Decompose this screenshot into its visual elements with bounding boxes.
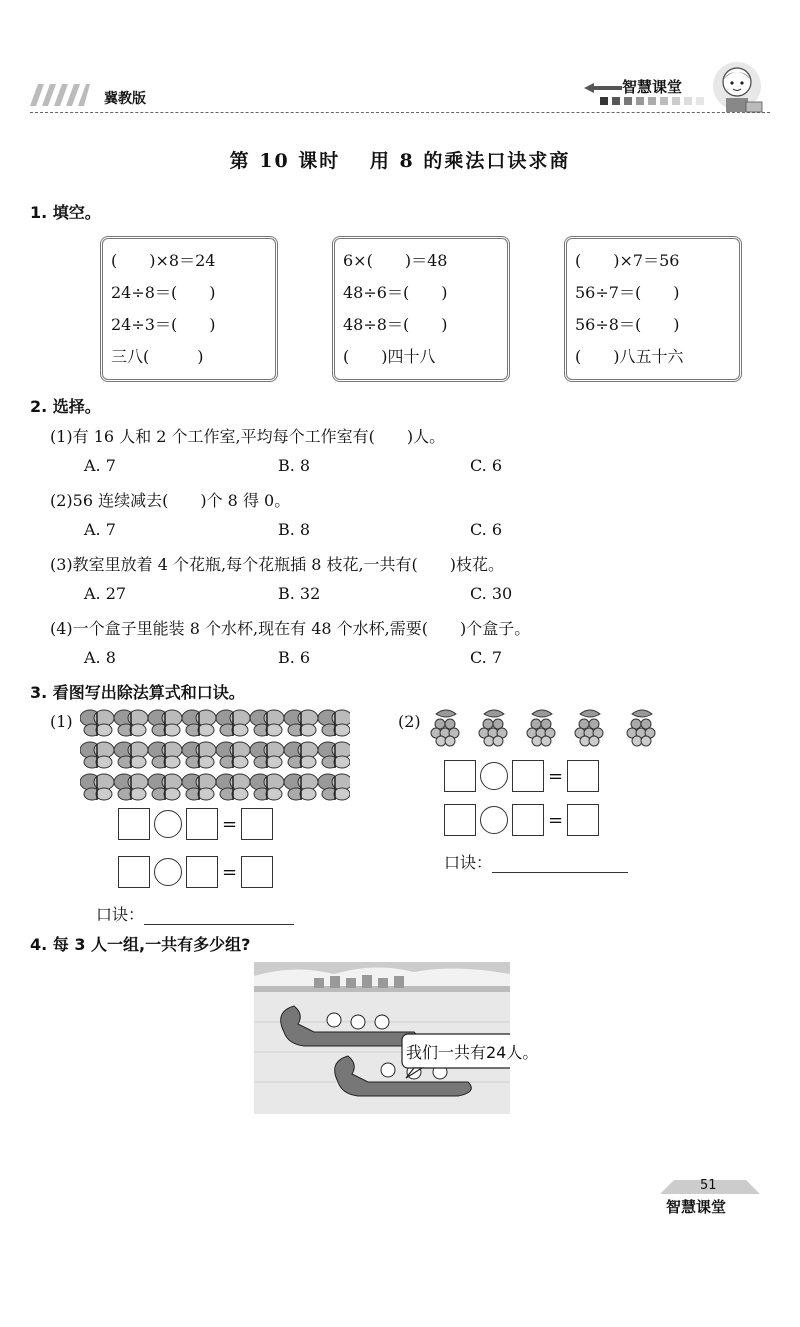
koujue-answer-line[interactable] [144,906,294,925]
answer-box[interactable] [186,856,218,888]
q2-item-3-stem: (3)教室里放着 4 个花瓶,每个花瓶插 8 枝花,一共有( )枝花。 [50,555,505,574]
q2-item-2-option-c[interactable]: C. 6 [470,520,503,539]
q1-box-1-line: ( )×8＝24 [111,251,216,270]
answer-box[interactable] [241,808,273,840]
q1-box-2-line: 48÷6＝( ) [343,283,448,302]
answer-box[interactable] [512,760,544,792]
q3-1-koujue [96,902,294,925]
q2-item-3-option-c[interactable]: C. 30 [470,584,513,603]
butterflies-icon [80,708,350,806]
q2-item-4-option-c[interactable]: C. 7 [470,648,503,667]
q2-item-4-option-a[interactable]: A. 8 [84,648,116,667]
header-brand: 智慧课堂 [622,78,683,96]
q2-item-1-option-b[interactable]: B. 8 [278,456,311,475]
q1-heading: 1. 填空。 [30,203,101,222]
lesson-title: 第 10 课时 用 8 的乘法口诀求商 [229,150,571,172]
edition-label: 冀教版 [104,91,146,107]
q1-box-3-line: ( )×7＝56 [575,251,680,270]
q2-item-4-stem: (4)一个盒子里能装 8 个水杯,现在有 48 个水杯,需要( )个盒子。 [50,619,531,638]
operator-circle[interactable] [480,762,508,790]
q3-part-2-label: (2) [398,712,421,731]
q2-item-2-option-b[interactable]: B. 8 [278,520,311,539]
header-divider [30,112,770,113]
q3-2-equation-row-1 [444,760,599,792]
equals-sign: = [548,809,564,831]
q1-box-3-line: 56÷8＝( ) [575,315,680,334]
q2-item-1-stem: (1)有 16 人和 2 个工作室,平均每个工作室有( )人。 [50,427,446,446]
q3-part-1-label: (1) [50,712,73,731]
q1-box-2-line: ( )四十八 [343,347,436,366]
q1-box-1 [100,236,278,382]
page-number: 51 [700,1178,717,1193]
q2-item-2-stem: (2)56 连续减去( )个 8 得 0。 [50,491,291,510]
q2-heading: 2. 选择。 [30,397,101,416]
equals-sign: = [548,765,564,787]
equals-sign: = [222,813,238,835]
koujue-label: 口诀： [444,853,493,872]
q2-item-2-option-a[interactable]: A. 7 [84,520,116,539]
q2-item-3-option-b[interactable]: B. 32 [278,584,321,603]
answer-box[interactable] [118,856,150,888]
operator-circle[interactable] [154,810,182,838]
squares-decoration [600,96,710,106]
answer-box[interactable] [118,808,150,840]
koujue-label: 口诀： [96,905,145,924]
q3-1-equation-row-2 [118,856,273,888]
q1-box-1-line: 24÷8＝( ) [111,283,216,302]
footer-brand: 智慧课堂 [666,1198,727,1216]
operator-circle[interactable] [480,806,508,834]
answer-box[interactable] [512,804,544,836]
q3-2-equation-row-2 [444,804,599,836]
koujue-answer-line[interactable] [492,854,628,873]
q3-2-koujue [444,850,628,873]
answer-box[interactable] [241,856,273,888]
q2-item-3-option-a[interactable]: A. 27 [84,584,127,603]
q1-box-2 [332,236,510,382]
answer-box[interactable] [444,804,476,836]
q1-box-1-line: 24÷3＝( ) [111,315,216,334]
q2-item-4-option-b[interactable]: B. 6 [278,648,311,667]
dragon-boat-illustration [254,962,510,1114]
q1-box-2-line: 48÷8＝( ) [343,315,448,334]
q1-box-3-line: ( )八五十六 [575,347,684,366]
q1-box-3-line: 56÷7＝( ) [575,283,680,302]
answer-box[interactable] [567,760,599,792]
equals-sign: = [222,861,238,883]
girl-mascot-icon [706,60,768,118]
answer-box[interactable] [444,760,476,792]
answer-box[interactable] [567,804,599,836]
grapes-icon [430,706,662,748]
q3-heading: 3. 看图写出除法算式和口诀。 [30,683,245,702]
q2-item-1-option-c[interactable]: C. 6 [470,456,503,475]
q1-box-1-line: 三八( ) [111,347,204,366]
q1-box-2-line: 6×( )＝48 [343,251,448,270]
q2-item-1-option-a[interactable]: A. 7 [84,456,116,475]
q1-box-3 [564,236,742,382]
q3-1-equation-row-1 [118,808,273,840]
arrow-icon [584,83,622,93]
speech-bubble-text: 我们一共有24人。 [406,1043,539,1062]
operator-circle[interactable] [154,858,182,886]
header-stripes-decoration [30,84,90,106]
answer-box[interactable] [186,808,218,840]
q4-heading: 4. 每 3 人一组,一共有多少组? [30,935,251,954]
